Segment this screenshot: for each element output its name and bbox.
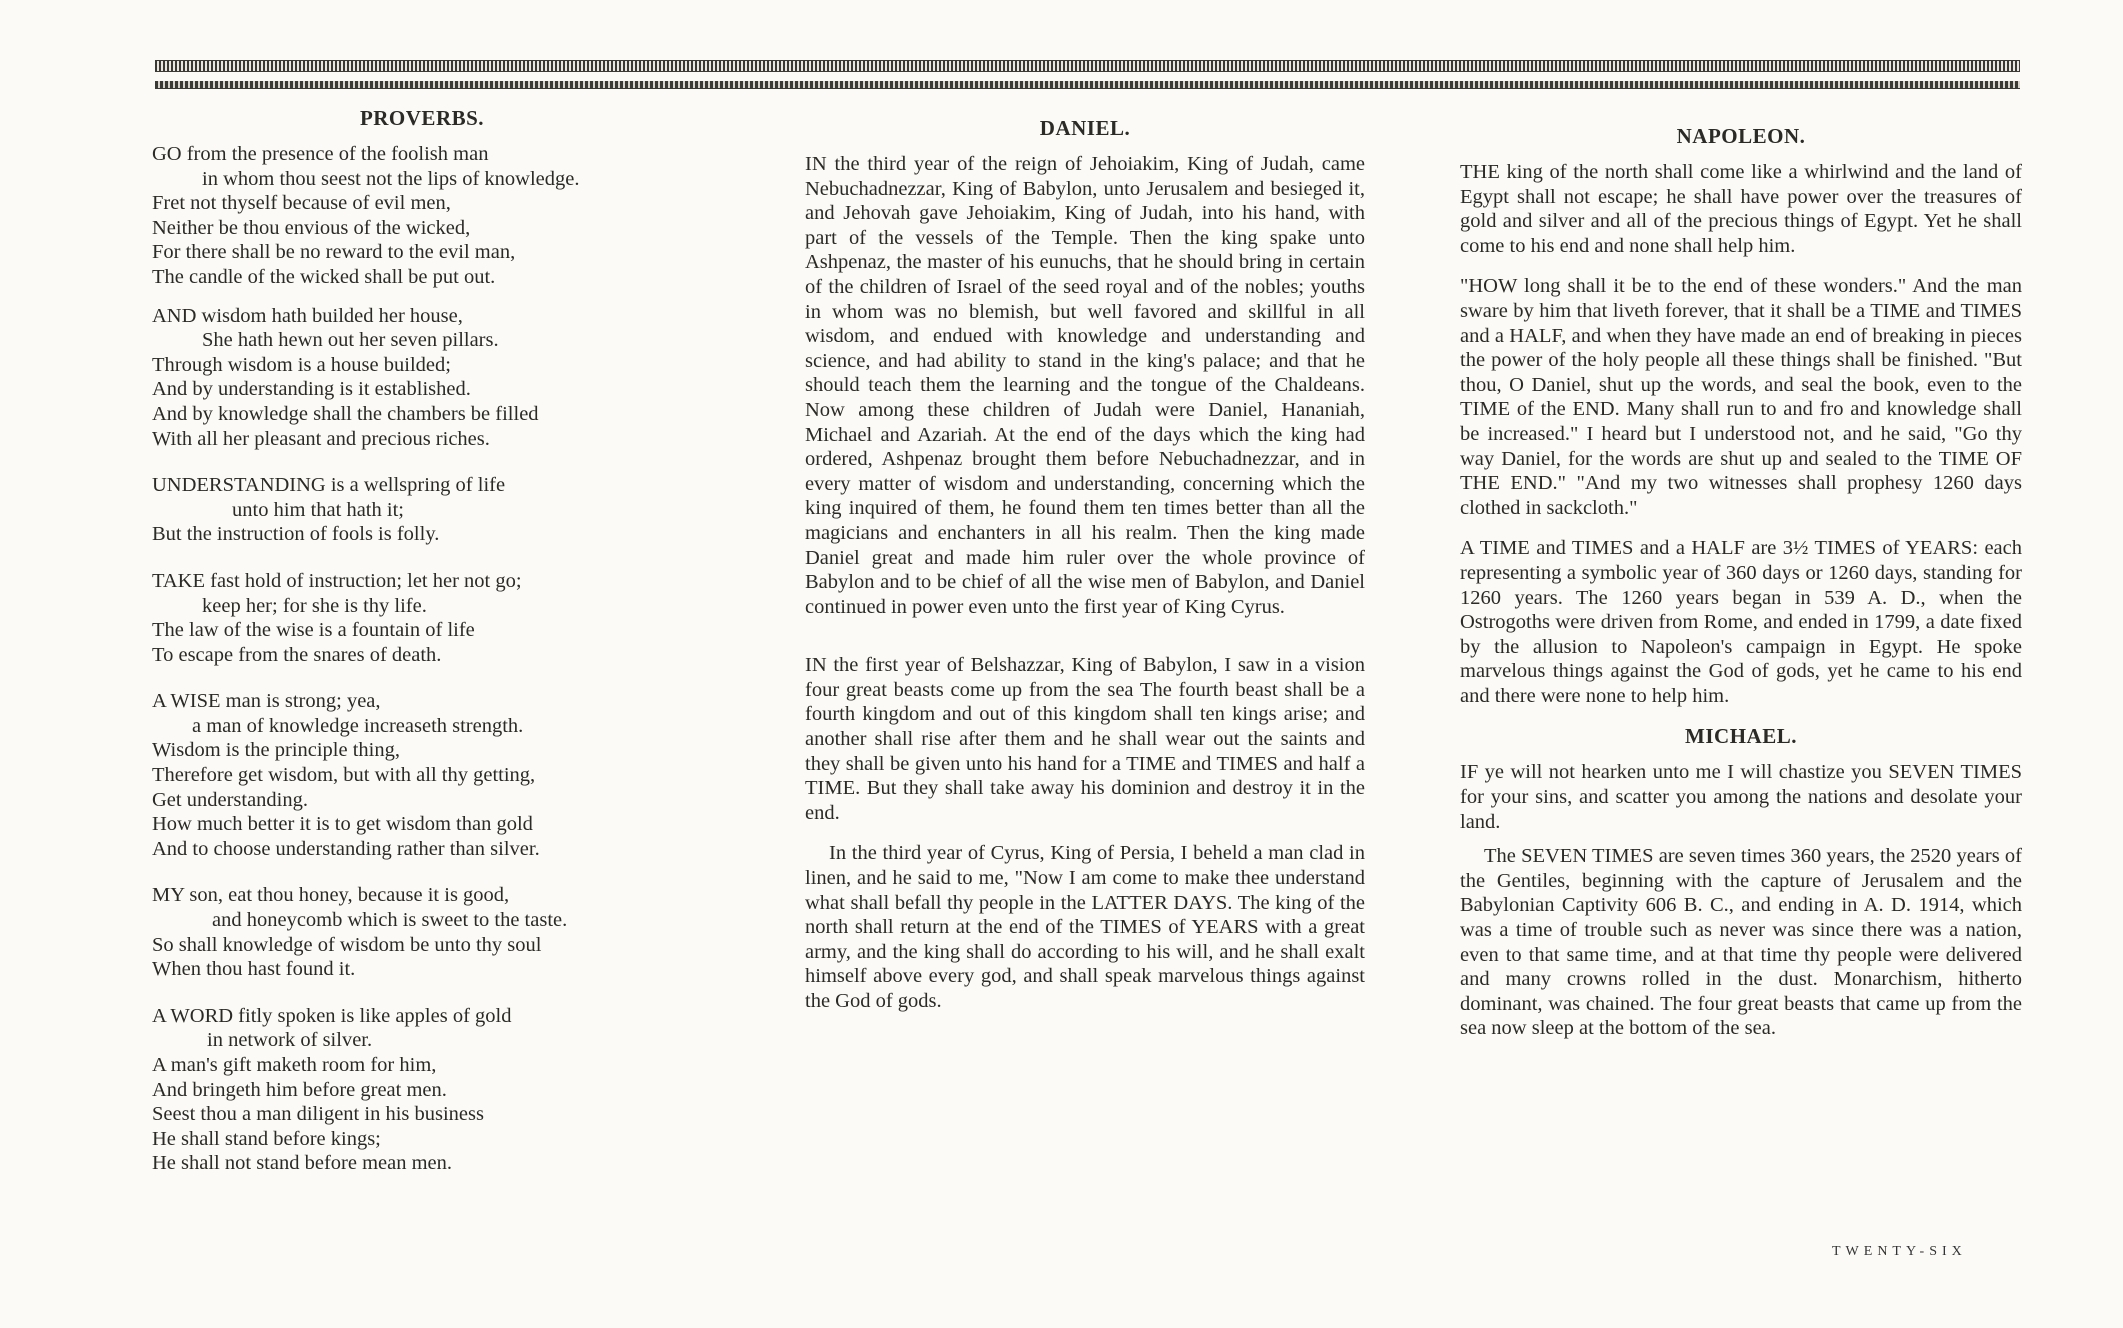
proverbs-stanza <box>152 689 692 861</box>
proverbs-stanza <box>152 569 692 667</box>
verse-line: unto him that hath it; <box>232 498 404 521</box>
verse-line: But the instruction of fools is folly. <box>152 523 440 546</box>
daniel-paragraph: In the third year of Cyrus, King of Persia, I beheld a man clad in linen, and he said to me, "Now I am come to make thee understand what shall befall thy people in the LATTER DAYS. The king of the north shall return at the end of the TIMES of YEARS with a great army, and the king shall do according to his will, and he shall exalt himself above every god, and shall speak marvelous things against the God of gods. <box>805 842 1365 1012</box>
verse-line: A WORD fitly spoken is like apples of gold <box>152 1004 512 1027</box>
verse-line: in network of silver. <box>207 1029 373 1052</box>
verse-line: TAKE fast hold of instruction; let her not go; <box>152 569 522 592</box>
verse-line: Fret not thyself because of evil men, <box>152 192 451 215</box>
page-number: TWENTY-SIX <box>1832 1244 1967 1259</box>
proverbs-stanza <box>152 473 692 547</box>
verse-line: GO from the presence of the foolish man <box>152 143 489 165</box>
verse-line: Neither be thou envious of the wicked, <box>152 216 471 239</box>
verse-line: And by knowledge shall the chambers be filled <box>152 402 539 425</box>
verse-line: Seest thou a man diligent in his business <box>152 1103 484 1126</box>
ornamental-border-top <box>155 60 2020 72</box>
proverbs-stanza <box>152 1004 692 1176</box>
proverbs-stanza <box>152 883 692 981</box>
verse-line: A man's gift maketh room for him, <box>152 1054 437 1076</box>
verse-line: The law of the wise is a fountain of life <box>152 619 475 642</box>
verse-line: She hath hewn out her seven pillars. <box>202 329 499 352</box>
verse-line: When thou hast found it. <box>152 958 356 981</box>
verse-line: The candle of the wicked shall be put out. <box>152 265 496 288</box>
napoleon-paragraph: A TIME and TIMES and a HALF are 3½ TIMES of YEARS: each representing a symbolic year of 360 days or 1260 days, standing for 1260 years. The 1260 years began in 539 A. D., when the Ostrogoths were driven from Rome, and ended in 1799, a date fixed by the allusion to Napoleon's campaign in Egypt. He spoke marvelous things against the God of gods, yet he came to his end and there were none to help him. <box>1460 537 2022 707</box>
verse-line: a man of knowledge increaseth strength. <box>192 714 524 737</box>
napoleon-title: NAPOLEON. <box>1676 124 1806 148</box>
proverbs-column <box>152 106 692 1190</box>
verse-line: UNDERSTANDING is a wellspring of life <box>152 474 506 497</box>
napoleon-paragraph: THE king of the north shall come like a whirlwind and the land of Egypt shall not escape; he shall have power over the treasures of gold and silver and all of the precious things of Egypt. Yet he shall come to his end and none shall help him. <box>1460 161 2022 257</box>
verse-line: A WISE man is strong; yea, <box>152 690 381 713</box>
verse-line: Therefore get wisdom, but with all thy getting, <box>152 764 536 787</box>
verse-line: Wisdom is the principle thing, <box>152 739 400 762</box>
proverbs-stanza <box>152 142 692 290</box>
verse-line: And bringeth him before great men. <box>152 1078 447 1101</box>
verse-line: How much better it is to get wisdom than gold <box>152 813 533 836</box>
daniel-paragraph: IN the third year of the reign of Jehoiakim, King of Judah, came Nebuchadnezzar, King of Babylon, unto Jerusalem and besieged it, and Jehovah gave Jehoiakim, King of Judah, into his hand, with part of the vessels of the Temple. Then the king spake unto Ashpenaz, the master of his eunuchs, that he should bring in certain of the children of Israel of the seed royal and of the nobles; youths in whom was no blemish, but well favored and skillful in all wisdom, and endued with knowledge and understanding and science, and had ability to stand in the king's palace; and that he should teach them the learning and the tongue of the Chaldeans. Now among these children of Judah were Daniel, Hananiah, Michael and Azariah. At the end of the days which the king had ordered, Ashpenaz brought them before Nebuchadnezzar, and in every matter of wisdom and understanding, concerning which the king inquired of them, he found them ten times better than all the magicians and enchanters in all his realm. Then the king made Daniel great and made him ruler over the whole province of Babylon and to be chief of all the wise men of Babylon, and Daniel continued in power even unto the first year of King Cyrus. <box>805 153 1365 618</box>
michael-title: MICHAEL. <box>1685 724 1797 749</box>
proverbs-title: PROVERBS. <box>359 106 485 130</box>
daniel-paragraph: IN the first year of Belshazzar, King of Babylon, I saw in a vision four great beasts come up from the sea The fourth beast shall be a fourth kingdom and out of this kingdom shall ten kings arise; and another shall rise after them and he shall wear out the saints and they shall be given unto his hand for a TIME and TIMES and half a TIME. But they shall take away his dominion and destroy it in the end. <box>805 654 1365 824</box>
michael-paragraph: IF ye will not hearken unto me I will chastize you SEVEN TIMES for your sins, and scatter you among the nations and desolate your land. <box>1460 761 2022 833</box>
napoleon-paragraph: "HOW long shall it be to the end of these wonders." And the man sware by him that liveth forever, that it shall be a TIME and TIMES and a HALF, and when they have made an end of breaking in pieces the power of the holy people all these things shall be finished. "But thou, O Daniel, shut up the words, and seal the book, even to the TIME of the END. Many shall run to and fro and knowledge shall be increased." I heard but I understood not, and he said, "Go thy way Daniel, for the words are shut up and sealed to the TIME OF THE END." "And my two witnesses shall prophesy 1260 days clothed in sackcloth." <box>1460 275 2022 519</box>
verse-line: So shall knowledge of wisdom be unto thy soul <box>152 933 542 956</box>
ornamental-border-bottom <box>155 81 2020 89</box>
verse-line: He shall not stand before mean men. <box>152 1152 453 1175</box>
verse-line: And to choose understanding rather than silver. <box>152 837 540 860</box>
verse-line: in whom thou seest not the lips of knowledge. <box>202 167 580 190</box>
verse-line: To escape from the snares of death. <box>152 643 442 666</box>
proverbs-stanza <box>152 304 692 452</box>
verse-line: With all her pleasant and precious riches. <box>152 427 490 450</box>
verse-line: keep her; for she is thy life. <box>202 594 427 617</box>
daniel-title: DANIEL. <box>1039 116 1131 140</box>
napoleon-column <box>1460 124 2022 1041</box>
verse-line: and honeycomb which is sweet to the taste. <box>212 909 568 932</box>
daniel-column <box>805 116 1365 1014</box>
michael-paragraph: The SEVEN TIMES are seven times 360 years, the 2520 years of the Gentiles, beginning with the capture of Jerusalem and the Babylonian Captivity 606 B. C., and ending in A. D. 1914, which was a time of trouble such as never was since there was a nation, even to that same time, and at that time thy people were delivered and many crowns rolled in the dust. Monarchism, hitherto dominant, was chained. The four great beasts that came up from the sea now sleep at the bottom of the sea. <box>1460 845 2022 1040</box>
verse-line: MY son, eat thou honey, because it is good, <box>152 884 510 907</box>
verse-line: He shall stand before kings; <box>152 1127 381 1150</box>
verse-line: AND wisdom hath builded her house, <box>152 304 463 327</box>
verse-line: And by understanding is it established. <box>152 378 471 401</box>
verse-line: For there shall be no reward to the evil man, <box>152 241 516 264</box>
verse-line: Through wisdom is a house builded; <box>152 353 451 376</box>
verse-line: Get understanding. <box>152 788 308 811</box>
